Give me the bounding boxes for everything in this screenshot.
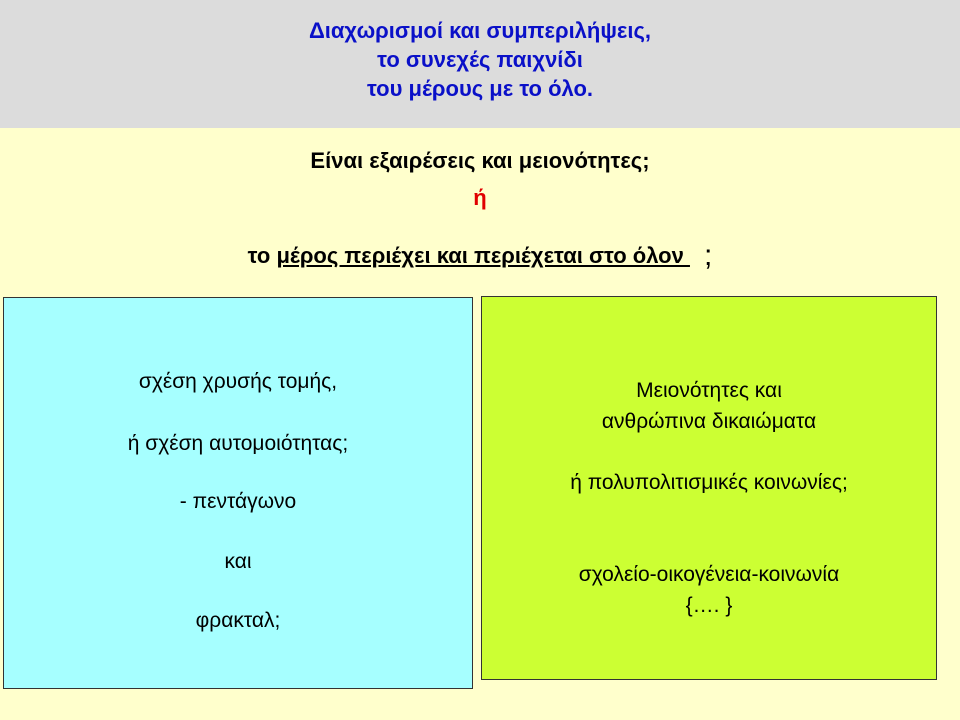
question-line-1: Είναι εξαιρέσεις και μειονότητες; [310,148,650,173]
question-line-3 [0,237,960,271]
left-box-line-3: - πεντάγωνο [179,490,297,513]
left-box-line-4: και [224,550,252,573]
question-line-3-prefix: το [247,243,277,268]
question-line-3-underlined: μέρος περιέχει και περιέχεται στο όλον [276,243,690,268]
title-line-2: το συνεχές παιχνίδι [377,47,583,72]
right-box-line-2: ανθρώπινα δικαιώματα [601,410,817,433]
left-box-line-5: φρακταλ; [195,609,281,632]
right-box-line-3: ή πολυπολιτισμικές κοινωνίες; [570,471,848,494]
right-box-line-4: σχολείο-οικογένεια-κοινωνία [578,563,840,586]
golden-ratio-box [3,297,473,689]
right-box-line-5: {…. } [685,594,733,617]
title-line-3: του μέρους με το όλο. [366,76,594,101]
question-line-3-semicolon: ; [703,239,713,272]
minorities-box [481,296,937,680]
left-box-line-1: σχέση χρυσής τομής, [138,370,338,393]
title-banner [0,0,960,128]
title-line-1: Διαχωρισμοί και συμπεριλήψεις, [308,18,652,43]
question-or: ή [473,185,487,210]
right-box-line-1: Μειονότητες και [636,379,782,402]
left-box-line-2: ή σχέση αυτομοιότητας; [127,432,349,455]
